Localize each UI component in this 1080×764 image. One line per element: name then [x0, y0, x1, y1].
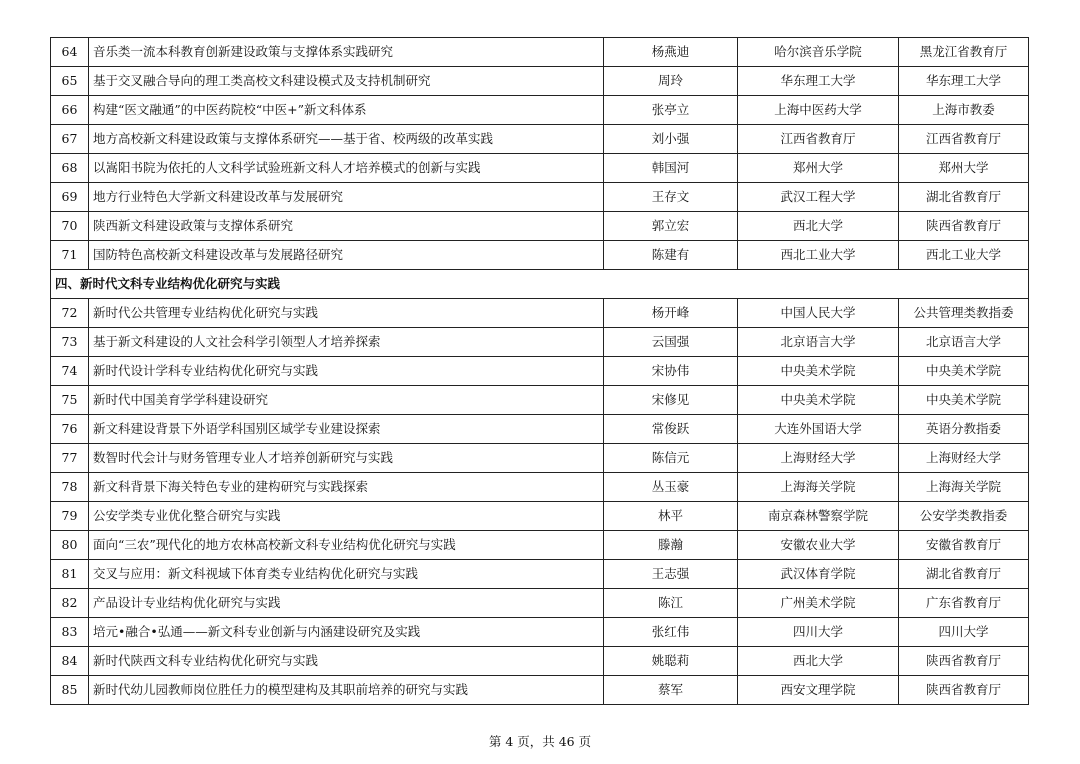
project-title: 数智时代会计与财务管理专业人才培养创新研究与实践 — [89, 444, 604, 473]
host-unit: 安徽农业大学 — [738, 531, 899, 560]
table-row — [51, 415, 1029, 444]
table-row — [51, 502, 1029, 531]
project-title: 新文科建设背景下外语学科国别区域学专业建设探索 — [89, 415, 604, 444]
row-number: 65 — [51, 67, 89, 96]
project-title: 新时代中国美育学学科建设研究 — [89, 386, 604, 415]
project-title: 面向“三农”现代化的地方农林高校新文科专业结构优化研究与实践 — [89, 531, 604, 560]
host-unit: 西安文理学院 — [738, 676, 899, 705]
row-number: 73 — [51, 328, 89, 357]
project-title: 培元•融合•弘通——新文科专业创新与内涵建设研究及实践 — [89, 618, 604, 647]
project-leader: 云国强 — [604, 328, 738, 357]
project-leader: 蔡军 — [604, 676, 738, 705]
project-leader: 林平 — [604, 502, 738, 531]
recommending-unit: 广东省教育厅 — [899, 589, 1029, 618]
recommending-unit: 陕西省教育厅 — [899, 676, 1029, 705]
project-leader: 陈信元 — [604, 444, 738, 473]
project-leader: 滕瀚 — [604, 531, 738, 560]
row-number: 64 — [51, 38, 89, 67]
host-unit: 武汉工程大学 — [738, 183, 899, 212]
project-title: 基于交叉融合导向的理工类高校文科建设模式及支持机制研究 — [89, 67, 604, 96]
project-title: 产品设计专业结构优化研究与实践 — [89, 589, 604, 618]
row-number: 84 — [51, 647, 89, 676]
recommending-unit: 陕西省教育厅 — [899, 212, 1029, 241]
project-leader: 宋协伟 — [604, 357, 738, 386]
project-title: 地方高校新文科建设政策与支撑体系研究——基于省、校两级的改革实践 — [89, 125, 604, 154]
project-leader: 郭立宏 — [604, 212, 738, 241]
table-row — [51, 444, 1029, 473]
row-number: 76 — [51, 415, 89, 444]
project-leader: 杨开峰 — [604, 299, 738, 328]
table-row — [51, 154, 1029, 183]
table-row — [51, 676, 1029, 705]
row-number: 66 — [51, 96, 89, 125]
recommending-unit: 安徽省教育厅 — [899, 531, 1029, 560]
recommending-unit: 湖北省教育厅 — [899, 183, 1029, 212]
project-title: 陕西新文科建设政策与支撑体系研究 — [89, 212, 604, 241]
page-footer: 第 4 页，共 46 页 — [488, 734, 592, 749]
recommending-unit: 中央美术学院 — [899, 357, 1029, 386]
project-title: 地方行业特色大学新文科建设改革与发展研究 — [89, 183, 604, 212]
recommending-unit: 公安学类教指委 — [899, 502, 1029, 531]
project-title: 国防特色高校新文科建设改革与发展路径研究 — [89, 241, 604, 270]
project-leader: 常俊跃 — [604, 415, 738, 444]
table-row — [51, 328, 1029, 357]
row-number: 67 — [51, 125, 89, 154]
host-unit: 上海海关学院 — [738, 473, 899, 502]
project-title: 以嵩阳书院为依托的人文科学试验班新文科人才培养模式的创新与实践 — [89, 154, 604, 183]
host-unit: 武汉体育学院 — [738, 560, 899, 589]
project-leader: 陈建有 — [604, 241, 738, 270]
row-number: 69 — [51, 183, 89, 212]
table-row — [51, 357, 1029, 386]
recommending-unit: 四川大学 — [899, 618, 1029, 647]
project-leader: 丛玉豪 — [604, 473, 738, 502]
project-table — [50, 37, 1029, 705]
table-row — [51, 618, 1029, 647]
row-number: 83 — [51, 618, 89, 647]
project-leader: 杨燕迪 — [604, 38, 738, 67]
project-leader: 王志强 — [604, 560, 738, 589]
project-leader: 王存文 — [604, 183, 738, 212]
table-row — [51, 96, 1029, 125]
recommending-unit: 中央美术学院 — [899, 386, 1029, 415]
host-unit: 西北大学 — [738, 647, 899, 676]
host-unit: 上海财经大学 — [738, 444, 899, 473]
host-unit: 华东理工大学 — [738, 67, 899, 96]
host-unit: 中央美术学院 — [738, 357, 899, 386]
section-title: 四、新时代文科专业结构优化研究与实践 — [51, 270, 1029, 299]
table-row — [51, 647, 1029, 676]
host-unit: 上海中医药大学 — [738, 96, 899, 125]
table-row — [51, 212, 1029, 241]
host-unit: 西北大学 — [738, 212, 899, 241]
row-number: 78 — [51, 473, 89, 502]
recommending-unit: 西北工业大学 — [899, 241, 1029, 270]
recommending-unit: 公共管理类教指委 — [899, 299, 1029, 328]
row-number: 77 — [51, 444, 89, 473]
host-unit: 中国人民大学 — [738, 299, 899, 328]
project-title: 音乐类一流本科教育创新建设政策与支撑体系实践研究 — [89, 38, 604, 67]
row-number: 80 — [51, 531, 89, 560]
project-title: 新时代幼儿园教师岗位胜任力的模型建构及其职前培养的研究与实践 — [89, 676, 604, 705]
row-number: 79 — [51, 502, 89, 531]
recommending-unit: 北京语言大学 — [899, 328, 1029, 357]
recommending-unit: 黑龙江省教育厅 — [899, 38, 1029, 67]
project-title: 新时代设计学科专业结构优化研究与实践 — [89, 357, 604, 386]
host-unit: 哈尔滨音乐学院 — [738, 38, 899, 67]
project-leader: 姚聪莉 — [604, 647, 738, 676]
project-leader: 宋修见 — [604, 386, 738, 415]
project-leader: 张亭立 — [604, 96, 738, 125]
table-row — [51, 386, 1029, 415]
project-title: 新文科背景下海关特色专业的建构研究与实践探索 — [89, 473, 604, 502]
host-unit: 大连外国语大学 — [738, 415, 899, 444]
row-number: 68 — [51, 154, 89, 183]
project-leader: 韩国河 — [604, 154, 738, 183]
host-unit: 西北工业大学 — [738, 241, 899, 270]
table-row — [51, 38, 1029, 67]
project-title: 基于新文科建设的人文社会科学引领型人才培养探索 — [89, 328, 604, 357]
table-row — [51, 531, 1029, 560]
table-body-part-4 — [51, 299, 1029, 705]
recommending-unit: 陕西省教育厅 — [899, 647, 1029, 676]
recommending-unit: 上海市教委 — [899, 96, 1029, 125]
table-row — [51, 560, 1029, 589]
table-row — [51, 183, 1029, 212]
recommending-unit: 上海海关学院 — [899, 473, 1029, 502]
recommending-unit: 上海财经大学 — [899, 444, 1029, 473]
row-number: 72 — [51, 299, 89, 328]
row-number: 75 — [51, 386, 89, 415]
host-unit: 江西省教育厅 — [738, 125, 899, 154]
table-row — [51, 67, 1029, 96]
recommending-unit: 江西省教育厅 — [899, 125, 1029, 154]
host-unit: 四川大学 — [738, 618, 899, 647]
row-number: 71 — [51, 241, 89, 270]
recommending-unit: 湖北省教育厅 — [899, 560, 1029, 589]
host-unit: 广州美术学院 — [738, 589, 899, 618]
table-row — [51, 299, 1029, 328]
section-header-row — [51, 270, 1029, 299]
project-leader: 陈江 — [604, 589, 738, 618]
table-row — [51, 241, 1029, 270]
table-body-part-3 — [51, 38, 1029, 270]
table-row — [51, 473, 1029, 502]
recommending-unit: 华东理工大学 — [899, 67, 1029, 96]
host-unit: 南京森林警察学院 — [738, 502, 899, 531]
project-title: 公安学类专业优化整合研究与实践 — [89, 502, 604, 531]
host-unit: 中央美术学院 — [738, 386, 899, 415]
host-unit: 郑州大学 — [738, 154, 899, 183]
section-header-group — [51, 270, 1029, 299]
host-unit: 北京语言大学 — [738, 328, 899, 357]
project-leader: 周玲 — [604, 67, 738, 96]
row-number: 70 — [51, 212, 89, 241]
project-title: 构建“医文融通”的中医药院校“中医+”新文科体系 — [89, 96, 604, 125]
project-leader: 刘小强 — [604, 125, 738, 154]
row-number: 82 — [51, 589, 89, 618]
table-row — [51, 125, 1029, 154]
project-title: 交叉与应用：新文科视域下体育类专业结构优化研究与实践 — [89, 560, 604, 589]
project-title: 新时代公共管理专业结构优化研究与实践 — [89, 299, 604, 328]
row-number: 74 — [51, 357, 89, 386]
project-title: 新时代陕西文科专业结构优化研究与实践 — [89, 647, 604, 676]
recommending-unit: 英语分教指委 — [899, 415, 1029, 444]
table-row — [51, 589, 1029, 618]
row-number: 81 — [51, 560, 89, 589]
row-number: 85 — [51, 676, 89, 705]
project-leader: 张红伟 — [604, 618, 738, 647]
recommending-unit: 郑州大学 — [899, 154, 1029, 183]
